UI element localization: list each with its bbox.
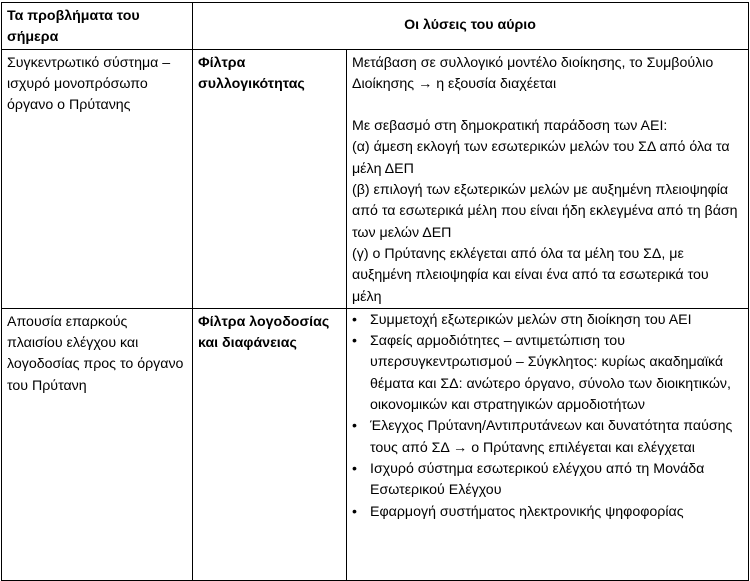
solution-cell [347,49,749,308]
problem-cell: Συγκεντρωτικό σύστημα – ισχυρό μονοπρόσωπο όργανο ο Πρύτανης [2,49,193,308]
header-problems: Τα προβλήματα του σήμερα [2,3,193,50]
bullet-marker: • [352,503,357,520]
header-solutions: Οι λύσεις του αύριο [193,3,749,50]
list-item [352,331,742,416]
list-item-text: Συμμετοχή εξωτερικών μελών στη διοίκηση του ΑΕΙ [370,311,692,328]
problem-cell: Απουσία επαρκούς πλαισίου ελέγχου και λογοδοσίας προς το όργανο του Πρύτανη [2,308,193,580]
list-item [352,310,742,331]
bullet-marker: • [352,418,357,435]
solution-line-b: (β) επιλογή των εξωτερικών μελών με αυξημένη πλειοψηφία από τα εσωτερικά μέλη που είναι ήδη εκλεγμένα από τη βάση των μελών ΔΕΠ [352,182,738,241]
bullet-marker: • [352,311,357,328]
solution-line-a: (α) άμεση εκλογή των εσωτερικών μελών του ΣΔ από όλα τα μέλη ΔΕΠ [352,139,730,177]
list-item [352,459,742,502]
solution-line-c: (γ) ο Πρύτανης εκλέγεται από όλα τα μέλη του ΣΔ, με αυξημένη πλειοψηφία και είναι ένα από τα εσωτερικά του μέλη [352,245,709,305]
list-item-text: Ισχυρό σύστημα εσωτερικού ελέγχου από τη Μονάδα Εσωτερικού Ελέγχου [370,460,705,499]
filter-cell: Φίλτρα λογοδοσίας και διαφάνειας [193,308,347,580]
list-item [352,416,742,459]
list-item [352,502,742,523]
solution-cell [347,308,749,580]
solution-bullet-list [352,310,742,523]
comparison-table [1,2,749,581]
solution-paragraph: Μετάβαση σε συλλογικό μοντέλο διοίκησης, το Συμβούλιο Διοίκησης → η εξουσία διαχέεται [352,54,714,92]
bullet-marker: • [352,333,357,350]
solution-line-intro: Με σεβασμό στη δημοκρατική παράδοση των ΑΕΙ: [352,118,668,135]
filter-cell: Φίλτρα συλλογικότητας [193,49,347,308]
list-item-text: Σαφείς αρμοδιότητες – αντιμετώπιση του υπερσυγκεντρωτισμού – Σύγκλητος: κυρίως ακαδημαϊκά θέματα και ΣΔ: ανώτερο όργανο, σύνολο των διοικητικών, οικονομικών και στρατηγικών αρμοδιοτήτων [370,333,731,414]
header-row [2,3,749,50]
bullet-marker: • [352,460,357,477]
table-row-accountability [2,308,749,580]
list-item-text: Εφαρμογή συστήματος ηλεκτρονικής ψηφοφορίας [370,503,684,520]
list-item-text: Έλεγχος Πρύτανη/Αντιπρυτάνεων και δυνατότητα παύσης τους από ΣΔ → ο Πρύτανης επιλέγεται και ελέγχεται [370,418,733,456]
table-row-collectivity [2,49,749,308]
